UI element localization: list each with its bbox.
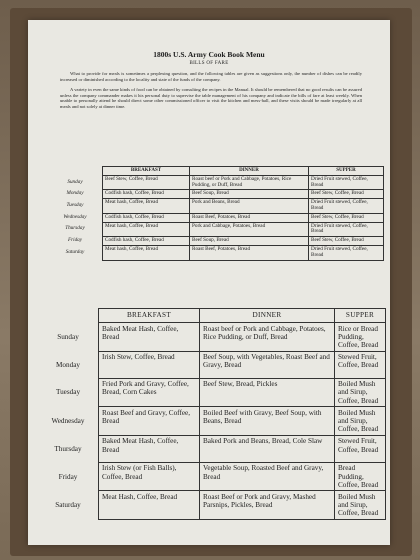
table-row <box>48 213 384 222</box>
breakfast-cell: Meat hash, Coffee, Bread <box>103 222 190 237</box>
supper-cell: Stewed Fruit, Coffee, Bread <box>335 351 386 378</box>
header-blank <box>38 309 99 323</box>
day-label: Wednesday <box>51 416 85 425</box>
day-label: Monday <box>66 190 84 197</box>
supper-cell: Beef Stew, Coffee, Bread <box>309 213 384 222</box>
header-blank <box>48 167 103 176</box>
column-header: BREAKFAST <box>99 309 200 323</box>
breakfast-cell: Baked Meat Hash, Coffee, Bread <box>99 435 200 462</box>
day-label: Tuesday <box>55 388 81 397</box>
day-label: Sunday <box>67 178 83 185</box>
day-label: Friday <box>67 237 83 244</box>
day-label: Monday <box>56 360 80 369</box>
table-row <box>38 435 386 462</box>
table-row <box>38 462 386 491</box>
breakfast-cell: Codfish hash, Coffee, Bread <box>103 190 190 199</box>
table-header-row <box>38 309 386 323</box>
breakfast-cell: Fried Pork and Gravy, Coffee, Bread, Corn Cakes <box>99 378 200 407</box>
page-title: 1800s U.S. Army Cook Book Menu <box>153 50 265 59</box>
breakfast-cell: Meat Hash, Coffee, Bread <box>99 491 200 520</box>
day-label: Thursday <box>54 444 82 453</box>
dinner-cell: Vegetable Soup, Roasted Beef and Gravy, Bread <box>200 462 335 491</box>
day-label: Wednesday <box>63 213 87 220</box>
table-row <box>38 491 386 520</box>
intro-paragraph: A variety in even the same kinds of food can be obtained by consulting the recipes in the Manual. It should be remembered that no good results can be assured unless the company commander makes it his personal duty to supervise the table management of his company and indicate the bills of fare at least weekly. When unable to personally attend he should direct some other commissioned officer to visit the kitchen and mess-hall, and these visits should be made irregularly at all meals and not solely at dinner time. <box>60 87 362 109</box>
supper-cell: Dried Fruit stewed, Coffee, Bread <box>309 175 384 190</box>
supper-cell: Bread Pudding, Coffee, Bread <box>335 462 386 491</box>
table-row <box>38 407 386 436</box>
table-row <box>38 323 386 352</box>
supper-cell: Boiled Mush and Sirup, Coffee, Bread <box>335 491 386 520</box>
breakfast-cell: Codfish hash, Coffee, Bread <box>103 213 190 222</box>
dinner-cell: Pork and Beans, Bread <box>190 199 309 214</box>
menu-sheet <box>28 20 390 545</box>
supper-cell: Dried Fruit stewed, Coffee, Bread <box>309 245 384 260</box>
breakfast-cell: Irish Stew (or Fish Balls), Coffee, Bread <box>99 462 200 491</box>
dinner-cell: Roast Beef, Potatoes, Bread <box>190 245 309 260</box>
dinner-cell: Beef Soup, Bread <box>190 190 309 199</box>
dinner-cell: Beef Soup, with Vegetables, Roast Beef and Gravy, Bread <box>200 351 335 378</box>
supper-cell: Beef Stew, Coffee, Bread <box>309 190 384 199</box>
table-row <box>48 175 384 190</box>
table-row <box>38 378 386 407</box>
dinner-cell: Roast Beef, Potatoes, Bread <box>190 213 309 222</box>
dinner-cell: Beef Stew, Bread, Pickles <box>200 378 335 407</box>
day-label: Saturday <box>65 248 85 255</box>
supper-cell: Rice or Bread Pudding, Coffee, Bread <box>335 323 386 352</box>
dinner-cell: Boiled Beef with Gravy, Beef Soup, with Beans, Bread <box>200 407 335 436</box>
table-row <box>38 351 386 378</box>
supper-cell: Dried Fruit stewed, Coffee, Bread <box>309 199 384 214</box>
dinner-cell: Roast beef or Pork and Cabbage, Potatoes, Rice Pudding, or Duff, Bread <box>190 175 309 190</box>
dinner-cell: Roast beef or Pork and Cabbage, Potatoes, Rice Pudding, or Duff, Bread <box>200 323 335 352</box>
column-header: DINNER <box>190 167 309 176</box>
menu-table-1 <box>48 166 384 261</box>
supper-cell: Boiled Mush and Sirup, Coffee, Bread <box>335 378 386 407</box>
breakfast-cell: Meat hash, Coffee, Bread <box>103 245 190 260</box>
supper-cell: Beef Stew, Coffee, Bread <box>309 237 384 246</box>
day-label: Thursday <box>65 225 85 232</box>
dinner-cell: Pork and Cabbage, Potatoes, Bread <box>190 222 309 237</box>
supper-cell: Boiled Mush and Sirup, Coffee, Bread <box>335 407 386 436</box>
supper-cell: Dried Fruit stewed, Coffee, Bread <box>309 222 384 237</box>
table-row <box>48 190 384 199</box>
breakfast-cell: Irish Stew, Coffee, Bread <box>99 351 200 378</box>
breakfast-cell: Roast Beef and Gravy, Coffee, Bread <box>99 407 200 436</box>
table-row <box>48 237 384 246</box>
dinner-cell: Beef Soup, Bread <box>190 237 309 246</box>
dinner-cell: Roast Beef or Pork and Gravy, Mashed Parsnips, Pickles, Bread <box>200 491 335 520</box>
day-label: Tuesday <box>66 202 84 209</box>
table-row <box>48 199 384 214</box>
dinner-cell: Baked Pork and Beans, Bread, Cole Slaw <box>200 435 335 462</box>
breakfast-cell: Beef Stew, Coffee, Bread <box>103 175 190 190</box>
page-subtitle: BILLS OF FARE <box>189 61 229 66</box>
column-header: SUPPER <box>335 309 386 323</box>
table-row <box>48 245 384 260</box>
day-label: Sunday <box>57 332 79 341</box>
intro-paragraph: What to provide for meals is sometimes a perplexing question, and the following tables are given as suggestions only, the number of dishes can be readily increased or diminished according to the locality and state of the funds of the company. <box>60 71 362 82</box>
breakfast-cell: Codfish hash, Coffee, Bread <box>103 237 190 246</box>
supper-cell: Stewed Fruit, Coffee, Bread <box>335 435 386 462</box>
table-row <box>48 222 384 237</box>
breakfast-cell: Baked Meat Hash, Coffee, Bread <box>99 323 200 352</box>
day-label: Friday <box>58 472 78 481</box>
column-header: DINNER <box>200 309 335 323</box>
column-header: BREAKFAST <box>103 167 190 176</box>
menu-table-2 <box>38 308 386 520</box>
table-header-row <box>48 167 384 176</box>
column-header: SUPPER <box>309 167 384 176</box>
day-label: Saturday <box>55 501 81 510</box>
breakfast-cell: Meat hash, Coffee, Bread <box>103 199 190 214</box>
